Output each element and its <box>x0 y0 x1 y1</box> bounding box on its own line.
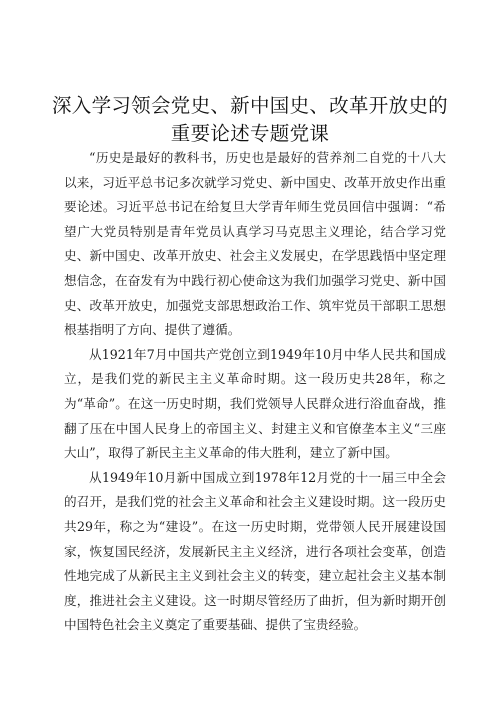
paragraph-construction-period: 从1949年10月新中国成立到1978年12月党的十一届三中全会的召开，是我们党的社会主义革命和社会主义建设时期。这一段历史共29年，称之为“建设”。在这一历史时期，党带领人民开展建设国家，恢复国民经济，发展新民主主义经济，进行各项社会变革，创造性地完成了从新民主主义到社会主义的转变，建立起社会主义基本制度，推进社会主义建设。这一时期尽管经历了曲折，但为新时期开创中国特色社会主义奠定了重要基础、提供了宝贵经验。 <box>64 469 446 633</box>
document-body <box>64 146 446 638</box>
paragraph-intro: “历史是最好的教科书，历史也是最好的营养剂二自党的十八大以来，习近平总书记多次就学习党史、新中国史、改革开放史作出重要论述。习近平总书记在给复旦大学青年师生党员回信中强调：“希望广大党员特别是青年党员认真学习马克思主义理论，结合学习党史、新中国史、改革开放史、社会主义发展史，在学思践悟中坚定理想信念，在奋发有为中践行初心使命这为我们加强学习党史、新中国史、改革开放史，加强党支部思想政治工作、筑牢党员干部职工思想根基指明了方向、提供了遵循。 <box>64 150 446 338</box>
page-title-line-2: 重要论述专题党课 <box>170 122 330 145</box>
paragraph-revolution-period: 从1921年7月中国共产党创立到1949年10月中华人民共和国成立，是我们党的新民主主义革命时期。这一段历史共28年，称之为“革命”。在这一历史时期，我们党领导人民群众进行浴血奋战，推翻了压在中国人民身上的帝国主义、封建主义和官僚垄本主义“三座大山”，取得了新民主主义革命的伟大胜利，建立了新中国。 <box>64 346 446 461</box>
page-title-line-1: 深入学习领会党史、新中国史、改革开放史的 <box>51 94 448 117</box>
